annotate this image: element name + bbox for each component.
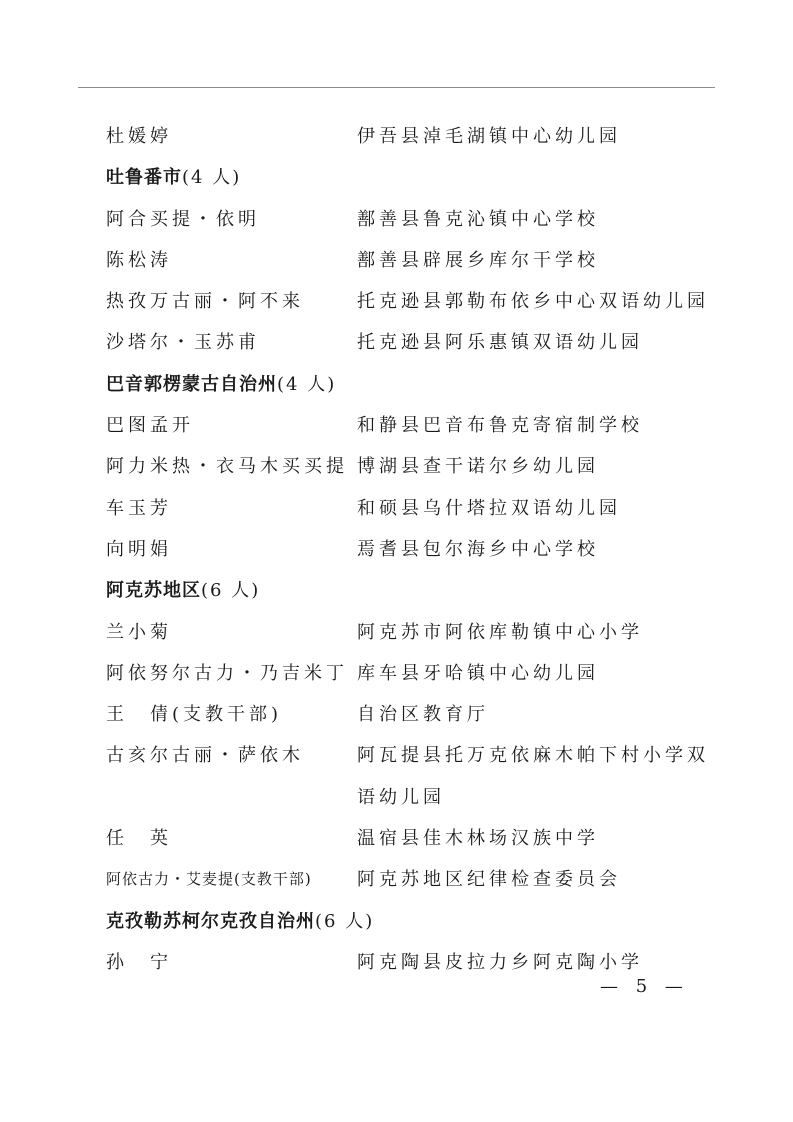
person-name: 古亥尔古丽・萨依木 xyxy=(106,745,304,767)
list-item xyxy=(106,199,706,240)
person-name: 沙塔尔・玉苏甫 xyxy=(106,332,260,354)
header-rule xyxy=(78,87,715,88)
region-title: 阿克苏地区 xyxy=(106,580,201,602)
organization-name: 自治区教育厅 xyxy=(357,704,489,726)
organization-name: 托克逊县郭勒布依乡中心双语幼儿园 xyxy=(357,291,709,313)
region-title: 吐鲁番市 xyxy=(106,167,182,189)
region-heading xyxy=(106,364,706,405)
person-name: 任 英 xyxy=(106,828,172,850)
organization-name: 温宿县佳木林场汉族中学 xyxy=(357,828,599,850)
list-item xyxy=(106,529,706,570)
region-heading xyxy=(106,570,706,611)
organization-name: 阿克苏地区纪律检查委员会 xyxy=(357,869,621,891)
person-name: 热孜万古丽・阿不来 xyxy=(106,291,304,313)
region-count: (6 人) xyxy=(315,910,375,932)
region-title: 巴音郭楞蒙古自治州 xyxy=(106,373,277,395)
person-name: 孙 宁 xyxy=(106,951,172,973)
region-heading xyxy=(106,901,706,942)
region-heading xyxy=(106,157,706,198)
person-name: 阿合买提・依明 xyxy=(106,208,260,230)
organization-name: 博湖县查干诺尔乡幼儿园 xyxy=(357,456,599,478)
person-name: 陈松涛 xyxy=(106,249,172,271)
list-item xyxy=(106,116,706,157)
roster-list xyxy=(106,116,709,983)
list-item xyxy=(106,859,706,900)
region-title: 克孜勒苏柯尔克孜自治州 xyxy=(106,910,315,932)
person-name: 兰小菊 xyxy=(106,621,172,643)
list-item xyxy=(106,405,706,446)
person-name: 阿力米热・衣马木买买提 xyxy=(106,456,348,478)
person-name: 王 倩(支教干部) xyxy=(106,704,283,726)
organization-name: 阿克苏市阿依库勒镇中心小学 xyxy=(357,621,643,643)
organization-name: 库车县牙哈镇中心幼儿园 xyxy=(357,662,599,684)
person-name: 阿依古力・艾麦提(支教干部) xyxy=(106,870,312,889)
person-name: 阿依努尔古力・乃吉米丁 xyxy=(106,662,348,684)
region-count: (4 人) xyxy=(277,373,337,395)
list-item xyxy=(106,818,706,859)
list-item xyxy=(106,653,706,694)
list-item xyxy=(106,612,706,653)
organization-name: 焉耆县包尔海乡中心学校 xyxy=(357,538,599,560)
person-name: 向明娟 xyxy=(106,538,172,560)
list-item xyxy=(106,322,706,363)
organization-name: 和静县巴音布鲁克寄宿制学校 xyxy=(357,415,643,437)
person-name: 巴图孟开 xyxy=(106,415,194,437)
organization-name: 伊吾县淖毛湖镇中心幼儿园 xyxy=(357,126,621,147)
list-item xyxy=(106,281,709,322)
organization-name: 鄯善县辟展乡库尔干学校 xyxy=(357,249,599,271)
person-name: 杜媛婷 xyxy=(106,126,172,147)
list-item xyxy=(106,488,706,529)
organization-name: 托克逊县阿乐惠镇双语幼儿园 xyxy=(357,332,643,354)
list-item-continuation xyxy=(106,777,706,818)
person-name: 车玉芳 xyxy=(106,497,172,519)
list-item xyxy=(106,240,706,281)
list-item xyxy=(106,694,706,735)
region-count: (6 人) xyxy=(201,580,261,602)
region-count: (4 人) xyxy=(182,167,242,189)
organization-name: 鄯善县鲁克沁镇中心学校 xyxy=(357,208,599,230)
organization-name: 和硕县乌什塔拉双语幼儿园 xyxy=(357,497,621,519)
organization-name: 阿瓦提县托万克依麻木帕下村小学双 xyxy=(357,745,709,767)
list-item xyxy=(106,735,709,776)
list-item xyxy=(106,446,706,487)
organization-name: 语幼儿园 xyxy=(357,786,445,808)
page-number: — 5 — xyxy=(600,976,689,997)
organization-name: 阿克陶县皮拉力乡阿克陶小学 xyxy=(357,951,643,973)
